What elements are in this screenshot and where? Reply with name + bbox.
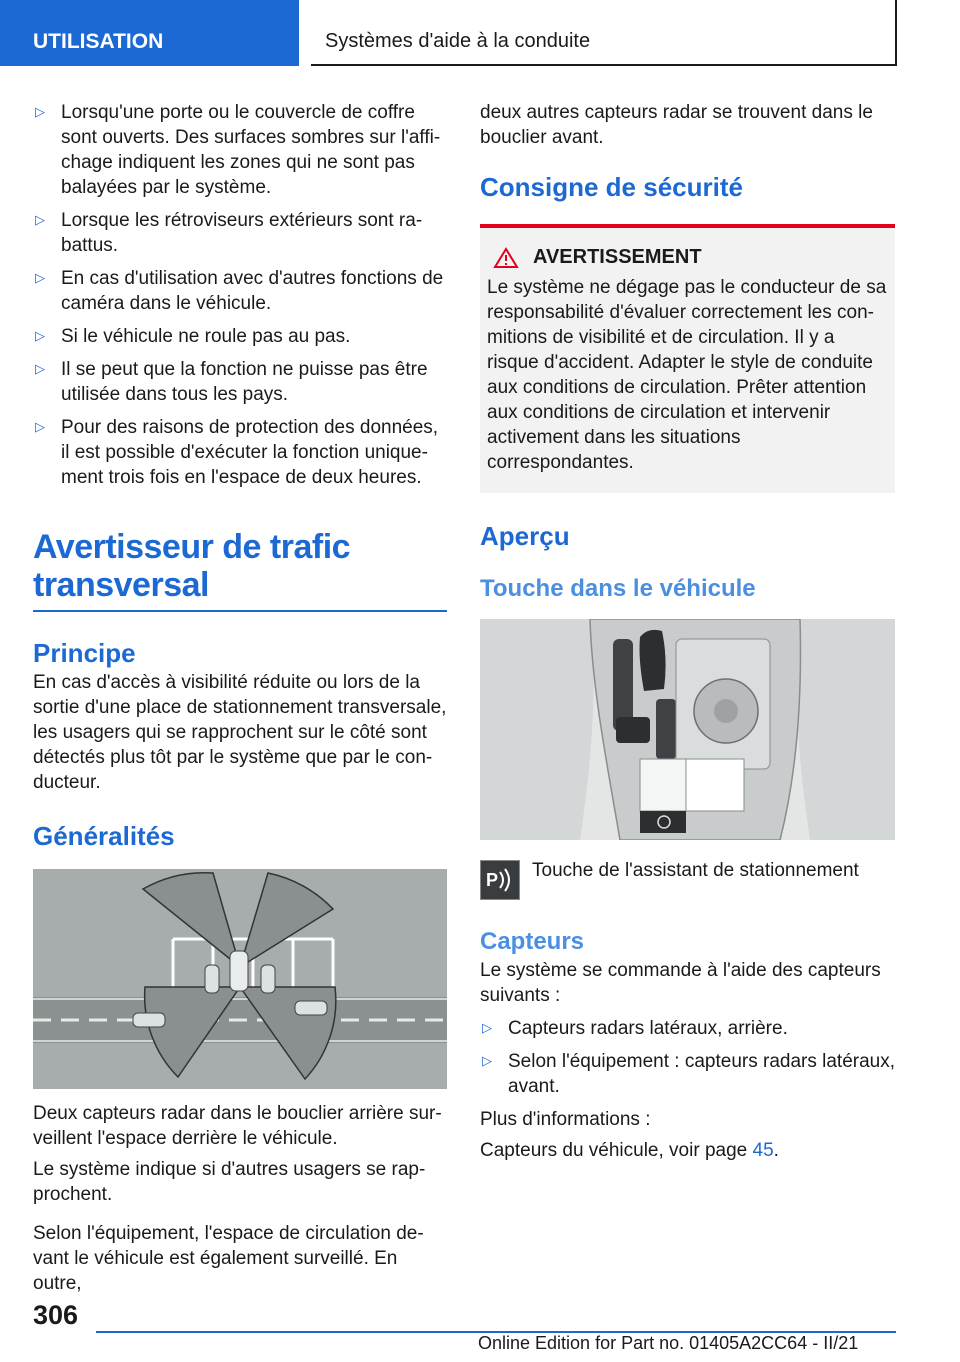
title-divider bbox=[33, 610, 447, 612]
triangle-bullet-icon: ▷ bbox=[35, 329, 45, 344]
list-item: ▷ En cas d'utilisation avec d'autres fonctions de caméra dans le véhicule. bbox=[35, 268, 444, 314]
center-console-photo bbox=[480, 619, 895, 840]
capteurs-list bbox=[480, 1016, 895, 1099]
warning-title: AVERTISSEMENT bbox=[533, 246, 702, 268]
console-graphic bbox=[480, 619, 895, 840]
generalites-heading: Généralités bbox=[33, 821, 175, 851]
footer-edition: Online Edition for Part no. 01405A2CC64 - II/21 bbox=[478, 1333, 859, 1353]
more-info-label: Plus d'informations : bbox=[480, 1109, 651, 1130]
right-column bbox=[480, 100, 895, 1163]
touche-heading: Touche dans le véhicule bbox=[480, 575, 756, 602]
triangle-bullet-icon: ▷ bbox=[35, 271, 45, 286]
page-number: 306 bbox=[33, 1300, 79, 1330]
list-item: ▷ Pour des raisons de protection des données, il est possible d'exécuter la fonction uniquement trois fois en l'espace de deux heures. bbox=[35, 417, 439, 488]
warning-text: Le système ne dégage pas le conducteur de sa responsabilité d'évaluer correctement les conmitions de visibilité et de circulation. Il y a risque d'accident. Adapter le style de conduite aux conditions de circulation. Prêter attention aux conditions de circulation et intervenir activement dans les situations correspondantes. bbox=[487, 277, 887, 473]
page-reference-link[interactable]: 45 bbox=[752, 1140, 774, 1161]
triangle-bullet-icon: ▷ bbox=[482, 1054, 492, 1069]
page-title: Avertisseur de trafic transversal bbox=[33, 528, 351, 604]
capteurs-heading: Capteurs bbox=[480, 928, 585, 955]
header-chapter: Systèmes d'aide à la conduite bbox=[311, 0, 897, 66]
left-column bbox=[33, 100, 447, 1296]
generalites-para-2: Le système indique si d'autres usagers se rapprochent. bbox=[33, 1159, 426, 1205]
warning-triangle-icon bbox=[493, 247, 519, 269]
reference-line: Capteurs du véhicule, voir page 45. bbox=[480, 1140, 779, 1161]
triangle-bullet-icon: ▷ bbox=[482, 1021, 492, 1036]
triangle-bullet-icon: ▷ bbox=[35, 420, 45, 435]
list-item: ▷ Lorsque les rétroviseurs extérieurs sont rabattus. bbox=[35, 210, 423, 256]
principe-text: En cas d'accès à visibilité réduite ou lors de la sortie d'une place de stationnement transversale, les usagers qui se rapprochent sur le côté sont détectés plus tôt par le système que par le conducteur. bbox=[33, 672, 447, 793]
triangle-bullet-icon: ▷ bbox=[35, 362, 45, 377]
list-item: ▷ Selon l'équipement : capteurs radars latéraux, avant. bbox=[482, 1051, 896, 1097]
list-item: ▷ Capteurs radars latéraux, arrière. bbox=[482, 1018, 788, 1039]
parking-scene-graphic bbox=[33, 869, 447, 1089]
header-section: UTILISATION bbox=[0, 0, 299, 66]
continuation-text: deux autres capteurs radar se trouvent dans le bouclier avant. bbox=[480, 102, 873, 148]
safety-heading: Consigne de sécurité bbox=[480, 172, 743, 202]
principe-heading: Principe bbox=[33, 638, 136, 668]
triangle-bullet-icon: ▷ bbox=[35, 213, 45, 228]
capteurs-text: Le système se commande à l'aide des capteurs suivants : bbox=[480, 960, 881, 1006]
triangle-bullet-icon: ▷ bbox=[35, 105, 45, 120]
generalites-para-3: Selon l'équipement, l'espace de circulation devant le véhicule est également surveillé. En outre, bbox=[33, 1223, 424, 1294]
list-item: ▷ Lorsqu'une porte ou le couvercle de coffre sont ouverts. Des surfaces sombres sur l'affichage indiquent les zones qui ne sont pas balayées par le système. bbox=[35, 102, 441, 198]
park-assist-button-icon bbox=[480, 860, 520, 900]
apercu-heading: Aperçu bbox=[480, 521, 570, 551]
warning-box bbox=[480, 224, 895, 493]
cross-traffic-illustration bbox=[33, 869, 447, 1089]
generalites-para-1: Deux capteurs radar dans le bouclier arrière surveillent l'espace derrière le véhicule. bbox=[33, 1103, 442, 1149]
list-item: ▷ Il se peut que la fonction ne puisse pas être utilisée dans tous les pays. bbox=[35, 359, 428, 405]
button-caption-row bbox=[480, 860, 895, 900]
button-caption: Touche de l'assistant de stationnement bbox=[532, 860, 859, 881]
conditions-list bbox=[33, 100, 447, 490]
svg-text:P: P bbox=[486, 870, 499, 890]
list-item: ▷ Si le véhicule ne roule pas au pas. bbox=[35, 326, 351, 347]
